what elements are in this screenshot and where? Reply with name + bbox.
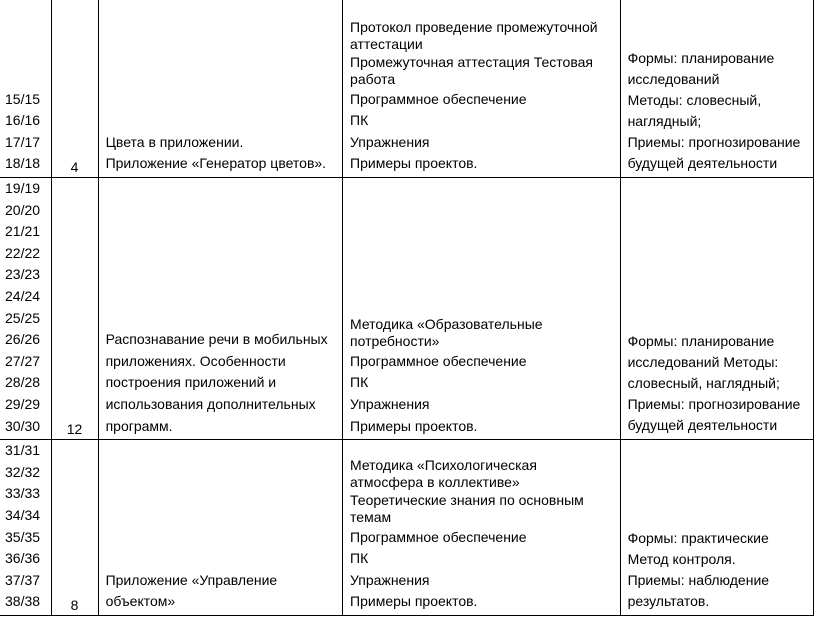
lesson-numbers-cell [0,440,51,616]
lesson-number: 25/25 [5,309,41,326]
lesson-number: 32/32 [5,463,41,480]
materials-line: Методика «Психологическая [350,456,537,473]
materials-line: Примеры проектов. [350,417,478,434]
materials-cell [343,0,621,178]
forms-line: исследований Методы: [627,354,779,371]
forms-line: результатов. [627,592,710,609]
hours-cell: 12 [51,178,98,440]
materials-line: Упражнения [350,133,430,150]
table-row [0,440,814,616]
lesson-number: 33/33 [5,485,41,502]
forms-line: Приемы: прогнозирование [627,134,801,150]
forms-line: будущей деятельности [627,417,778,434]
lesson-numbers-cell [0,178,51,440]
forms-line: словесный, наглядный; [627,375,780,392]
materials-line: Упражнения [350,395,430,412]
forms-line: Метод контроля. [627,550,736,567]
topic-line: Приложение «Управление [105,571,278,588]
materials-line: Промежуточная аттестация Тестовая [350,53,593,70]
forms-line: исследований [627,71,720,87]
forms-methods-cell [620,178,813,440]
lesson-number: 30/30 [5,417,41,434]
materials-line: темам [350,509,392,525]
forms-methods-cell [620,440,813,616]
lesson-number: 31/31 [5,442,41,459]
lesson-number: 21/21 [5,223,41,240]
materials-cell [343,440,621,616]
lesson-numbers-cell [0,0,51,178]
materials-line: атмосфера в коллективе» [350,474,520,490]
materials-line: Упражнения [350,571,430,588]
lesson-number: 18/18 [5,155,41,172]
materials-line: Примеры проектов. [350,155,478,172]
lesson-number: 23/23 [5,266,41,283]
lesson-number: 19/19 [5,180,41,196]
lesson-number: 17/17 [5,133,41,150]
lesson-number: 20/20 [5,201,41,218]
materials-line: Примеры проектов. [350,593,478,610]
forms-line: Методы: словесный, [627,92,762,108]
lesson-number: 15/15 [5,90,41,107]
materials-line: Программное обеспечение [350,528,527,545]
lesson-number: 35/35 [5,528,41,545]
topic-line: Распознавание речи в мобильных [105,331,328,348]
topic-line: использования дополнительных [105,395,316,412]
forms-line: Формы: планирование [627,50,775,66]
topic-line: объектом» [105,593,176,610]
materials-line: Методика «Образовательные [350,315,543,332]
lesson-number: 24/24 [5,287,41,304]
forms-line: Формы: планирование [627,333,775,350]
topic-line: Цвета в приложении. [105,133,244,150]
forms-line: наглядный; [627,113,702,129]
topic-line: программ. [105,417,173,434]
forms-line: Формы: практические [627,529,769,546]
lesson-number: 37/37 [5,571,41,588]
lesson-number: 38/38 [5,593,41,610]
topic-line: приложениях. Особенности [105,352,286,369]
hours-cell: 4 [51,0,98,178]
topic-line: построения приложений и [105,374,277,391]
topic-cell [98,440,342,616]
forms-line: Приемы: прогнозирование [627,396,801,413]
forms-line: Приемы: наблюдение [627,571,770,588]
materials-line: Теоретические знания по основным [350,491,584,508]
lesson-number: 22/22 [5,244,41,261]
lesson-number: 26/26 [5,331,41,348]
materials-line: Программное обеспечение [350,352,527,369]
table-row [0,0,814,178]
table-row [0,178,814,440]
materials-line: потребности» [350,333,440,350]
forms-line: будущей деятельности [627,155,778,171]
lesson-number: 16/16 [5,112,41,129]
materials-line: Протокол проведение промежуточной [350,18,598,35]
lesson-number: 27/27 [5,352,41,369]
materials-line: ПК [350,112,369,129]
topic-line: Приложение «Генератор цветов». [105,155,327,172]
lesson-number: 34/34 [5,506,41,523]
lesson-number: 28/28 [5,374,41,391]
hours-cell: 8 [51,440,98,616]
materials-line: работа [350,71,396,88]
materials-line: Программное обеспечение [350,90,527,107]
lesson-number: 36/36 [5,550,41,567]
topic-cell [98,0,342,178]
lesson-number: 29/29 [5,395,41,412]
materials-line: аттестации [350,36,423,53]
topic-cell [98,178,342,440]
materials-line: ПК [350,374,369,391]
materials-line: ПК [350,550,369,567]
forms-methods-cell [620,0,813,178]
materials-cell [343,178,621,440]
